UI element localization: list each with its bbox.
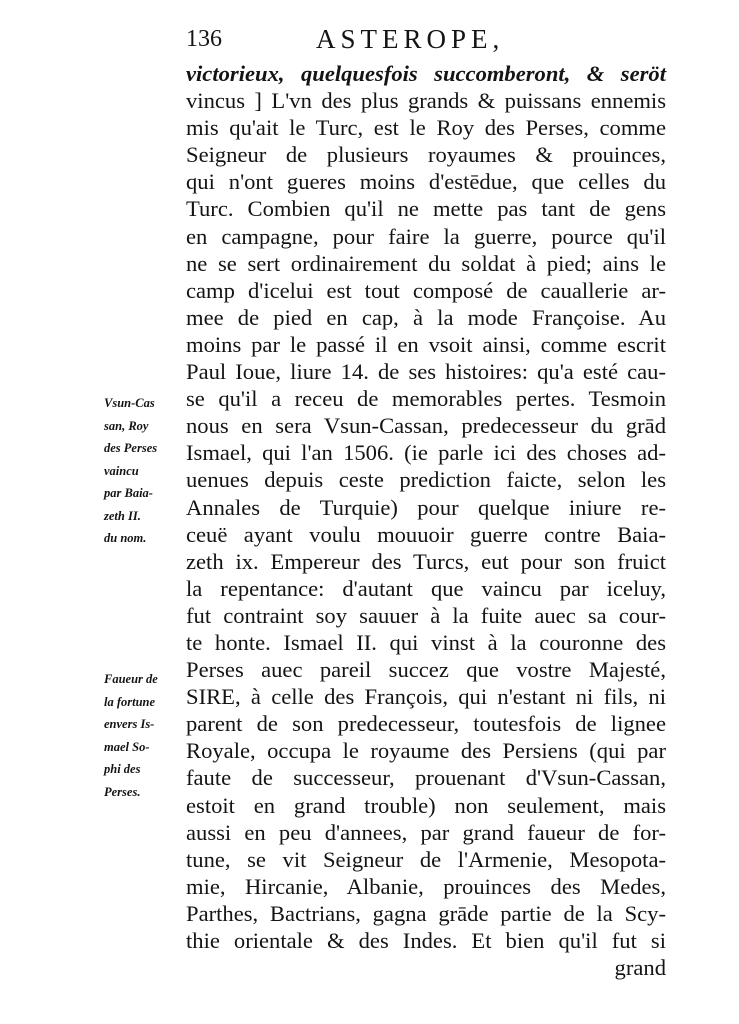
- margin-note-line: zeth II.: [104, 508, 141, 523]
- text-line: Seigneur de plusieurs royaumes & prouinces,: [186, 142, 666, 168]
- text-line: ne se sert ordinairement du soldat à pied; ains le: [186, 250, 666, 276]
- margin-note-line: san, Roy: [104, 418, 149, 433]
- text-line: se qu'il a receu de memorables pertes. Tesmoin: [186, 386, 666, 412]
- text-line: parent de son predecesseur, toutesfois de lignee: [186, 711, 666, 737]
- margin-note-line: des Perses: [104, 441, 158, 455]
- body-text: [186, 60, 666, 981]
- catchword: grand: [614, 955, 666, 981]
- text-line: Royale, occupa le royaume des Persiens (qui par: [186, 738, 666, 764]
- margin-note-line: la fortune: [104, 694, 156, 709]
- text-line: camp d'icelui est tout composé de cauallerie ar-: [186, 277, 666, 303]
- text-line: en campagne, pour faire la guerre, pource qu'il: [186, 223, 666, 249]
- margin-note-line: vaincu: [104, 463, 139, 478]
- text-line: Turc. Combien qu'il ne mette pas tant de gens: [186, 196, 666, 222]
- text-line: te honte. Ismael II. qui vinst à la couronne des: [186, 629, 666, 655]
- text-line: qui n'ont gueres moins d'estēdue, que celles du: [186, 169, 666, 195]
- text-line: moins par le passé il en vsoit ainsi, comme escrit: [186, 331, 666, 357]
- margin-note-line: Vsun-Cas: [104, 396, 155, 410]
- running-title: ASTEROPE,: [316, 24, 505, 54]
- margin-note-line: mael So-: [104, 739, 150, 754]
- text-line: ceuë ayant voulu mouuoir guerre contre Baia-: [186, 521, 666, 547]
- text-line: la repentance: d'autant que vaincu par iceluy,: [186, 575, 666, 601]
- text-line: Parthes, Bactrians, gagna grāde partie de la Scy-: [186, 900, 666, 926]
- margin-note-vsun-cassan: [104, 392, 184, 550]
- text-line: Paul Ioue, liure 14. de ses histoires: qu'a esté cau-: [186, 359, 666, 385]
- text-line: mie, Hircanie, Albanie, prouinces des Medes,: [186, 873, 666, 899]
- text-line: uenues depuis ceste prediction faicte, selon les: [186, 467, 666, 493]
- text-line: Annales de Turquie) pour quelque iniure re-: [186, 494, 666, 520]
- text-line: estoit en grand trouble) non seulement, mais: [186, 792, 666, 818]
- text-line: mis qu'ait le Turc, est le Roy des Perses, comme: [186, 115, 666, 141]
- text-line: nous en sera Vsun-Cassan, predecesseur du grād: [186, 413, 666, 439]
- text-line: mee de pied en cap, à la mode Françoise. Au: [186, 304, 666, 330]
- margin-note-line: par Baia-: [104, 486, 153, 500]
- margin-note-line: du nom.: [104, 531, 147, 545]
- text-line: victorieux, quelquesfois succomberont, & seröt: [186, 61, 666, 86]
- text-line: zeth ix. Empereur des Turcs, eut pour son fruict: [186, 548, 666, 574]
- margin-note-line: Perses.: [104, 784, 141, 799]
- text-line: faute de successeur, prouenant d'Vsun-Cassan,: [186, 765, 666, 791]
- text-line: Perses auec pareil succez que vostre Majesté,: [186, 657, 666, 683]
- margin-note-line: Faueur de: [104, 672, 158, 686]
- text-line: vincus ] L'vn des plus grands & puissans ennemis: [186, 88, 666, 114]
- text-line: aussi en peu d'annees, par grand faueur de for-: [186, 819, 666, 845]
- margin-note-line: phi des: [104, 762, 141, 776]
- text-line: thie orientale & des Indes. Et bien qu'il fut si: [186, 928, 666, 953]
- page-header: [186, 22, 666, 62]
- margin-note-ismael-sophi: [104, 668, 184, 803]
- text-line: Ismael, qui l'an 1506. (ie parle ici des choses ad-: [186, 440, 666, 466]
- text-line: fut contraint soy sauuer à la fuite auec sa cour-: [186, 602, 666, 628]
- page-number: 136: [186, 26, 222, 52]
- text-line: SIRE, à celle des François, qui n'estant ni fils, ni: [186, 684, 666, 710]
- text-line: tune, se vit Seigneur de l'Armenie, Mesopota-: [186, 846, 666, 872]
- margin-note-line: envers Is-: [104, 717, 155, 731]
